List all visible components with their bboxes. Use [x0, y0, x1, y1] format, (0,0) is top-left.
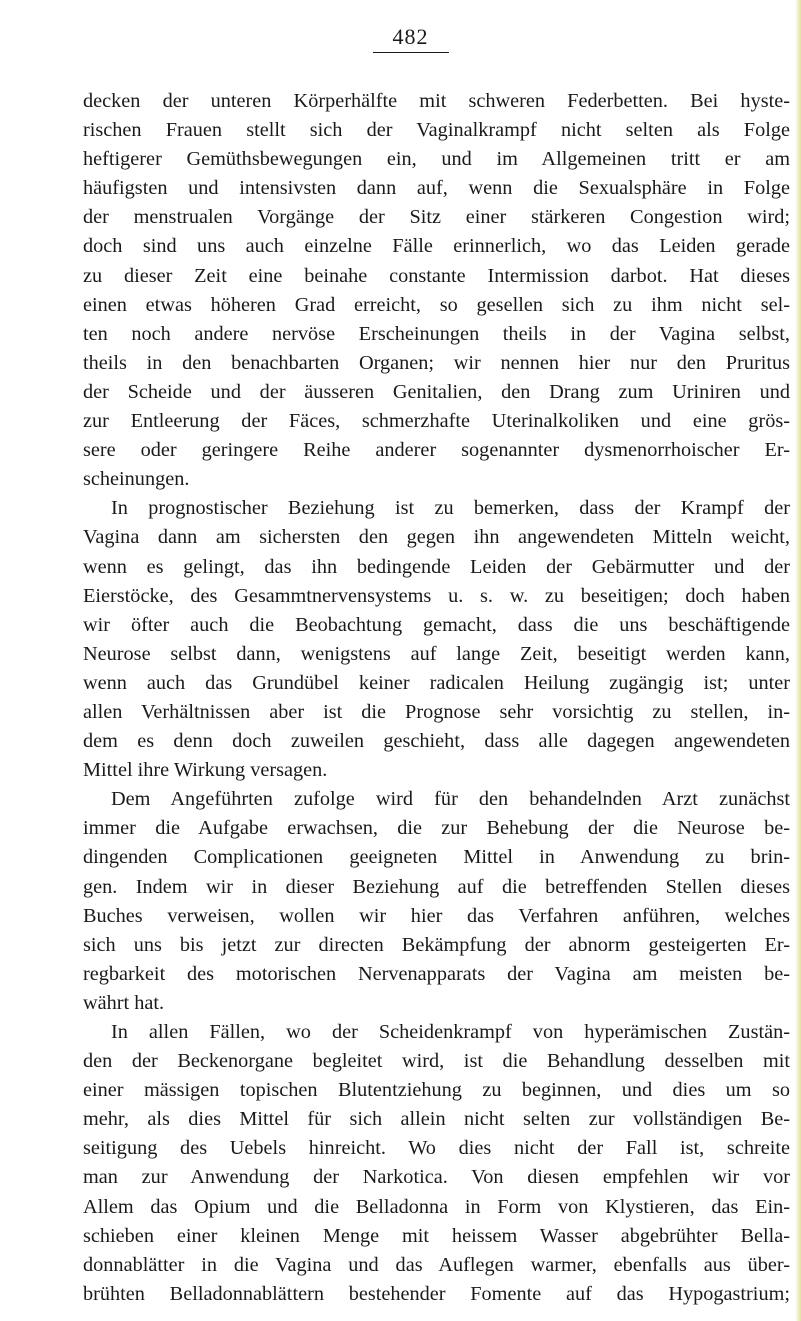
text-line: In prognostischer Beziehung ist zu bemerken, dass der Krampf der [111, 497, 790, 520]
text-line: Allem das Opium und die Belladonna in Form von Klystieren, das Ein- [83, 1195, 790, 1218]
text-line: der Scheide und der äusseren Genitalien, den Drang zum Uriniren und [83, 380, 790, 403]
text-line: Vagina dann am sichersten den gegen ihn angewendeten Mitteln weicht, [83, 526, 790, 549]
text-line: doch sind uns auch einzelne Fälle erinnerlich, wo das Leiden gerade [83, 235, 790, 258]
text-line: einen etwas höheren Grad erreicht, so gesellen sich zu ihm nicht sel- [83, 293, 790, 316]
text-line: zur Entleerung der Fäces, schmerzhafte Uterinalkoliken und eine grös- [83, 410, 790, 433]
text-line: man zur Anwendung der Narkotica. Von diesen empfehlen wir vor [83, 1166, 790, 1189]
text-line: allen Verhältnissen aber ist die Prognose sehr vorsichtig zu stellen, in- [83, 700, 790, 723]
text-line: Mittel ihre Wirkung versagen. [83, 759, 328, 782]
text-line: seitigung des Uebels hinreicht. Wo dies nicht der Fall ist, schreite [83, 1137, 790, 1160]
text-line: immer die Aufgabe erwachsen, die zur Behebung der die Neurose be- [83, 817, 790, 840]
text-line: Neurose selbst dann, wenigstens auf lange Zeit, beseitigt werden kann, [83, 642, 790, 665]
text-line: der menstrualen Vorgänge der Sitz einer stärkeren Congestion wird; [83, 206, 790, 229]
text-line: Eierstöcke, des Gesammtnervensystems u. s. w. zu beseitigen; doch haben [83, 584, 790, 607]
text-line: einer mässigen topischen Blutentziehung zu beginnen, und dies um so [83, 1079, 790, 1102]
page-number: 482 [373, 24, 449, 53]
text-line: sere oder geringere Reihe anderer sogenannter dysmenorrhoischer Er- [83, 439, 790, 462]
text-line: schieben einer kleinen Menge mit heissem Wasser abgebrühter Bella- [83, 1224, 790, 1247]
text-line: währt hat. [83, 991, 165, 1014]
text-line: donnablätter in die Vagina und das Auflegen warmer, ebenfalls aus über- [83, 1253, 790, 1276]
text-line: wenn auch das Grundübel keiner radicalen Heilung zugängig ist; unter [83, 671, 790, 694]
text-line: ten noch andere nervöse Erscheinungen theils in der Vagina selbst, [83, 322, 790, 345]
text-line: theils in den benachbarten Organen; wir nennen hier nur den Pruritus [83, 351, 790, 374]
text-line: zu dieser Zeit eine beinahe constante Intermission darbot. Hat dieses [83, 264, 790, 287]
page-header [0, 24, 801, 53]
text-line: wenn es gelingt, das ihn bedingende Leiden der Gebärmutter und der [83, 555, 790, 578]
text-line: den der Beckenorgane begleitet wird, ist die Behandlung desselben mit [83, 1050, 790, 1073]
body-text [83, 87, 790, 1309]
text-line: decken der unteren Körperhälfte mit schweren Federbetten. Bei hyste- [83, 90, 790, 112]
text-line: scheinungen. [83, 468, 190, 491]
text-line: rischen Frauen stellt sich der Vaginalkrampf nicht selten als Folge [83, 119, 790, 142]
text-line: mehr, als dies Mittel für sich allein nicht selten zur vollständigen Be- [83, 1108, 790, 1131]
text-line: Buches verweisen, wollen wir hier das Verfahren anführen, welches [83, 904, 790, 927]
text-line: häufigsten und intensivsten dann auf, wenn die Sexualsphäre in Folge [83, 177, 790, 200]
text-line: dem es denn doch zuweilen geschieht, dass alle dagegen angewendeten [83, 730, 790, 753]
text-line: In allen Fällen, wo der Scheidenkrampf von hyperämischen Zustän- [111, 1021, 790, 1043]
text-line: sich uns bis jetzt zur directen Bekämpfung der abnorm gesteigerten Er- [83, 933, 790, 956]
text-line: wir öfter auch die Beobachtung gemacht, dass die uns beschäftigende [83, 613, 790, 636]
text-line: brühten Belladonnablättern bestehender Fomente auf das Hypogastrium; [83, 1282, 790, 1305]
text-line: gen. Indem wir in dieser Beziehung auf die betreffenden Stellen dieses [83, 875, 790, 898]
text-line: Dem Angeführten zufolge wird für den behandelnden Arzt zunächst [111, 788, 790, 811]
text-line: heftigerer Gemüthsbewegungen ein, und im Allgemeinen tritt er am [83, 148, 790, 171]
text-line: dingenden Complicationen geeigneten Mittel in Anwendung zu brin- [83, 846, 790, 869]
page-edge [795, 0, 801, 1321]
text-line: regbarkeit des motorischen Nervenapparats der Vagina am meisten be- [83, 962, 790, 985]
